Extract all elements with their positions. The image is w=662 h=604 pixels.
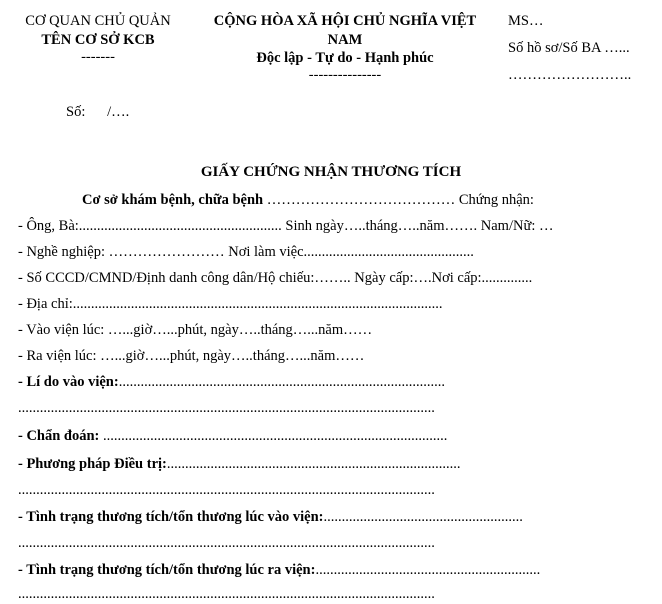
field-reason xyxy=(18,373,445,391)
field-diagnosis xyxy=(18,427,447,445)
agency-name: CƠ QUAN CHỦ QUẢN xyxy=(25,13,171,29)
method-line-2: ................................................................................................................... xyxy=(18,482,435,498)
method-dots: ................................................................................. xyxy=(166,456,461,472)
field-method xyxy=(18,455,460,473)
intro-line xyxy=(82,191,534,209)
injury-discharge-label: - Tình trạng thương tích/tổn thương lúc ra viện: xyxy=(18,562,316,578)
field-injury-admission xyxy=(18,508,523,526)
reason-dots: .......................................................................................... xyxy=(118,374,445,390)
page-title: GIẤY CHỨNG NHẬN THƯƠNG TÍCH xyxy=(200,164,462,180)
document-number: Số: /…. xyxy=(66,104,130,120)
diagnosis-label: - Chẩn đoán: xyxy=(18,428,100,444)
certify-label: Chứng nhận: xyxy=(455,192,534,208)
facility-label: Cơ sở khám bệnh, chữa bệnh xyxy=(82,192,264,208)
field-address: - Địa chỉ:...................................................................................................... xyxy=(18,296,443,312)
reason-label: - Lí do vào viện: xyxy=(18,374,119,390)
record-number: Số hồ sơ/Số BA …... xyxy=(508,40,630,56)
record-number-dots: …………………….. xyxy=(508,67,632,83)
field-job: - Nghề nghiệp: …………………… Nơi làm việc............................................... xyxy=(18,244,474,260)
injury-admission-line-2: ................................................................................................................... xyxy=(18,535,435,551)
field-admit-time: - Vào viện lúc: …...giờ…...phút, ngày…..tháng…...năm…… xyxy=(18,322,373,338)
motto-rule: --------------- xyxy=(308,67,382,83)
injury-admission-label: - Tình trạng thương tích/tổn thương lúc vào viện: xyxy=(18,509,324,525)
facility-name: TÊN CƠ SỞ KCB xyxy=(41,32,155,48)
field-name: - Ông, Bà:........................................................ Sinh ngày…..tháng…..năm……. Nam/Nữ: … xyxy=(18,218,554,234)
diagnosis-dots: ............................................................................................... xyxy=(99,428,448,444)
form-code: MS… xyxy=(508,13,544,29)
republic-line-2: NAM xyxy=(327,32,363,48)
reason-line-2: ................................................................................................................... xyxy=(18,400,435,416)
field-id: - Số CCCD/CMND/Định danh công dân/Hộ chiếu:…….. Ngày cấp:….Nơi cấp:.............. xyxy=(18,270,533,286)
injury-discharge-line-2: ................................................................................................................... xyxy=(18,586,435,602)
republic-line-1: CỘNG HÒA XÃ HỘI CHỦ NGHĨA VIỆT xyxy=(213,13,477,29)
injury-discharge-dots: .............................................................. xyxy=(315,562,541,578)
field-injury-discharge xyxy=(18,561,540,579)
motto: Độc lập - Tự do - Hạnh phúc xyxy=(256,50,434,66)
method-label: - Phương pháp Điều trị: xyxy=(18,456,167,472)
facility-dots: ………………………………… xyxy=(263,192,456,208)
facility-rule: ------- xyxy=(81,49,115,65)
injury-admission-dots: ....................................................... xyxy=(323,509,523,525)
field-discharge-time: - Ra viện lúc: …...giờ…...phút, ngày…..tháng…...năm…… xyxy=(18,348,365,364)
